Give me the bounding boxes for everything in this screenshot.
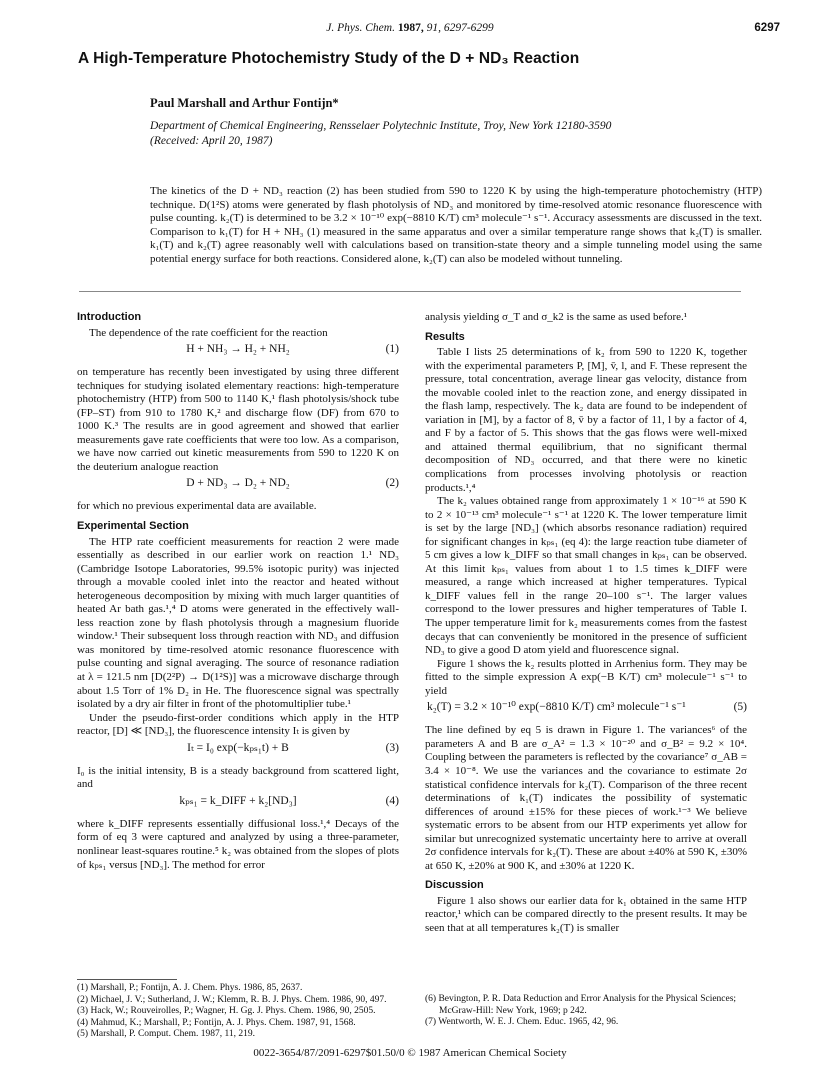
intro-paragraph-2: on temperature has recently been investigated by using three different techniques for studying isolated elementary reactions: high-temperature photochemistry (HTP) from 500 to 1140 K,¹ flash photolysis/shock tube (FP–ST) from 910 to 1780 K,² and discharge flow (DF) from 670 to 1000 K.³ The results are in good agreement and showed that earlier measurements gave rate coefficients that were too low. As a comparison, we have now carried out kinetic measurements from 590 to 1220 K on the deuterium analogue reaction — [77, 366, 399, 473]
results-paragraph-2: The k₂ values obtained range from approximately 1 × 10⁻¹⁶ at 590 K to 2 × 10⁻¹³ cm³ molecule⁻¹ s⁻¹ at 1220 K. The lower temperature limit is set by the large [ND₃] (which absorbs resonance radiation) required for significant changes in kₚₛ₁ (eq 4): the large reaction tube diameter of 5 cm gives a low k_DIFF so that small changes in kₚₛ₁ can be observed. At this limit kₚₛ₁ values from about 1 to 1.5 times k_DIFF were measured, a range which increased at higher temperatures. Typical k_DIFF values fell in the range 20–100 s⁻¹. The larger values correspond to the lower pressures and higher temperatures of Table I. The upper temperature limit for k₂ measurements comes from the fastest decays that can conveniently be monitored in the presence of sufficient ND₃ to give a good D atom yield and fluorescence signal. — [425, 495, 747, 657]
experimental-paragraph-2: Under the pseudo-first-order conditions which apply in the HTP reactor, [D] ≪ [ND₃], the fluorescence intensity Iₜ is given by — [77, 711, 399, 738]
footnotes-right — [425, 994, 747, 1029]
results-paragraph-3: Figure 1 shows the k₂ results plotted in Arrhenius form. They may be fitted to the simple expression A exp(−B K/T) cm³ molecule⁻¹ s⁻¹ to yield — [425, 657, 747, 697]
equation-5-text: k₂(T) = 3.2 × 10⁻¹⁰ exp(−8810 K/T) cm³ molecule⁻¹ s⁻¹ — [427, 701, 686, 714]
footnote: (5) Marshall, P. Comput. Chem. 1987, 11, 219. — [77, 1029, 256, 1040]
footnote: (2) Michael, J. V.; Sutherland, J. W.; Klemm, R. B. J. Phys. Chem. 1986, 90, 497. — [77, 994, 387, 1005]
page-number: 6297 — [754, 22, 780, 34]
equation-2 — [77, 477, 399, 497]
equation-4 — [77, 795, 399, 815]
experimental-heading: Experimental Section — [77, 520, 189, 533]
equation-2-text: D + ND₃ → D₂ + ND₂ — [186, 477, 290, 490]
article-authors: Paul Marshall and Arthur Fontijn* — [150, 96, 339, 110]
intro-paragraph-3: for which no previous experimental data are available. — [77, 500, 317, 513]
equation-4-number: (4) — [385, 794, 399, 807]
intro-paragraph-1: The dependence of the rate coefficient for the reaction — [89, 326, 328, 339]
introduction-heading: Introduction — [77, 311, 142, 323]
experimental-paragraph-1: The HTP rate coefficient measurements for reaction 2 were made essentially as described in our earlier work on reaction 1.¹ ND₃ (Cambridge Isotope Laboratories, 99.5% isotopic purity) was injected through a movable cooled inlet into the reactor and heated without heterogeneous decomposition by mixing with much larger quantities of heated Ar bath gas.¹,⁴ D atoms were generated in the effectively wall-less reaction zone by flash photolysis through a magnesium fluoride window.¹ Their subsequent loss through reaction with ND₃ and diffusion was monitored by time-resolved atomic resonance fluorescence with pulse counting and signal averaging. The source of resonance radiation at λ = 121.5 nm [D(2²P) → D(1²S)] was a microwave discharge through about 1.5 Torr of 1% D₂ in He. The fluorescence signal was spectrally isolated by a dry air filter in front of the photomultiplier tube.¹ — [77, 535, 399, 711]
footnote: (1) Marshall, P.; Fontijn, A. J. Chem. Phys. 1986, 85, 2637. — [77, 983, 303, 993]
footnote: (4) Mahmud, K.; Marshall, P.; Fontijn, A. J. Phys. Chem. 1987, 91, 1568. — [77, 1017, 356, 1028]
running-head-citation — [0, 22, 820, 34]
equation-2-number: (2) — [385, 477, 399, 490]
equation-4-text: kₚₛ₁ = k_DIFF + k₂[ND₃] — [179, 794, 297, 807]
received-date: (Received: April 20, 1987) — [150, 134, 273, 147]
footnote-rule — [77, 979, 177, 980]
footnotes-left — [77, 979, 399, 1041]
discussion-paragraph-1: Figure 1 also shows our earlier data for k₁ obtained in the same HTP reactor,¹ which can be compared directly to the present results. It may be seen that at all temperatures k₂(T) is smaller — [425, 894, 747, 934]
footnote: (3) Hack, W.; Rouveirolles, P.; Wagner, H. Gg. J. Phys. Chem. 1986, 90, 2505. — [77, 1006, 376, 1017]
results-paragraph-1: Table I lists 25 determinations of k₂ from 590 to 1220 K, together with the experimental parameters P, [M], v̄, l, and F. These represent the pressure, total concentration, average linear gas velocity, distance from the movable cooled inlet to the reaction zone, and energy dissipated in the flash lamp, respectively. The k₂ data are found to be independent of variation in [M], by a factor of 8, v̄ by a factor of 11, l by a factor of 4, and F by a factor of 5. This shows that the gas flows were well-mixed and attained thermal equilibrium, that no significant thermal decomposition of ND₃ occurred, and that there were no kinetic complications from processes involving photolysis or reaction products.¹,⁴ — [425, 346, 747, 494]
results-paragraph-4: The line defined by eq 5 is drawn in Figure 1. The variances⁶ of the parameters A and B are σ_A² = 1.3 × 10⁻²⁰ and σ_B² = 9.2 × 10⁴. Coupling between the parameters is reflected by the covariance⁷ σ_AB = 3.4 × 10⁻⁸. We use the variances and the covariance to estimate 2σ statistical confidence intervals for k₂(T). Comparison of the three recent determinations of k₁(T) indicates the possibility of systematic differences of around ±15% for these pieces of work.¹⁻³ We believe systematic errors to be absent from our HTP experiments yet allow for similar but unrecognized systematic uncertainty here to arrive at overall 2σ confidence intervals for k₂(T). These are about ±40% at 590 K, ±30% at 650 K, ±20% at 900 K, and ±30% at 1220 K. — [425, 724, 747, 872]
equation-1 — [77, 343, 399, 363]
equation-5-number: (5) — [733, 701, 747, 714]
author-affiliation: Department of Chemical Engineering, Rensselaer Polytechnic Institute, Troy, New York 12180-3590 — [150, 120, 612, 132]
equation-1-text: H + NH₃ → H₂ + NH₂ — [186, 343, 290, 356]
equation-3 — [77, 742, 399, 762]
journal-pages: 6297-6299 — [443, 22, 494, 34]
equation-3-text: Iₜ = I₀ exp(−kₚₛ₁t) + B — [187, 741, 289, 754]
abstract-divider — [79, 291, 741, 292]
equation-3-number: (3) — [385, 741, 399, 754]
running-head — [0, 22, 820, 38]
author-affiliation-block — [150, 119, 770, 148]
abstract: The kinetics of the D + ND₃ reaction (2) has been studied from 590 to 1220 K by using the high-temperature photochemistry (HTP) technique. D(1²S) atoms were generated by flash photolysis of ND₃ and monitored by time-resolved atomic resonance fluorescence with pulse counting. k₂(T) is determined to be 3.2 × 10⁻¹⁰ exp(−8810 K/T) cm³ molecule⁻¹ s⁻¹. Accuracy assessments are discussed in the text. Comparison to k₁(T) for H + NH₃ (1) measured in the same apparatus and over a similar temperature range shows that k₂(T) is smaller. k₁(T) and k₂(T) agree reasonably well with calculations based on transition-state theory and a simple tunneling model using the same potential energy surface for both reactions. Considered alone, k₂(T) can also be modeled without tunneling. — [150, 185, 762, 265]
discussion-heading: Discussion — [425, 879, 484, 892]
continued-paragraph: analysis yielding σ_T and σ_k2 is the same as used before.¹ — [425, 311, 688, 323]
equation-5 — [425, 701, 747, 721]
footnote: (6) Bevington, P. R. Data Reduction and Error Analysis for the Physical Sciences; McGraw-Hill: New York, 1969; p 242. — [425, 994, 737, 1016]
right-column — [425, 311, 747, 936]
journal-name: J. Phys. Chem. — [326, 22, 395, 34]
copyright-line: 0022-3654/87/2091-6297$01.50/0 © 1987 American Chemical Society — [253, 1047, 567, 1059]
experimental-paragraph-3: I₀ is the initial intensity, B is a steady background from scattered light, and — [77, 764, 399, 791]
article-title: A High-Temperature Photochemistry Study of the D + ND₃ Reaction — [78, 50, 580, 67]
journal-volume: 91, — [426, 22, 441, 34]
results-heading: Results — [425, 330, 465, 343]
equation-1-number: (1) — [385, 343, 399, 356]
experimental-paragraph-4: where k_DIFF represents essentially diffusional loss.¹,⁴ Decays of the form of eq 3 were captured and analyzed by using a three-parameter, nonlinear least-squares routine.⁵ k₂ was obtained from the slopes of plots of kₚₛ₁ versus [ND₃]. The method for error — [77, 817, 399, 871]
footnote: (7) Wentworth, W. E. J. Chem. Educ. 1965, 42, 96. — [425, 1017, 619, 1028]
left-column — [77, 311, 399, 872]
journal-year: 1987, — [397, 22, 424, 34]
